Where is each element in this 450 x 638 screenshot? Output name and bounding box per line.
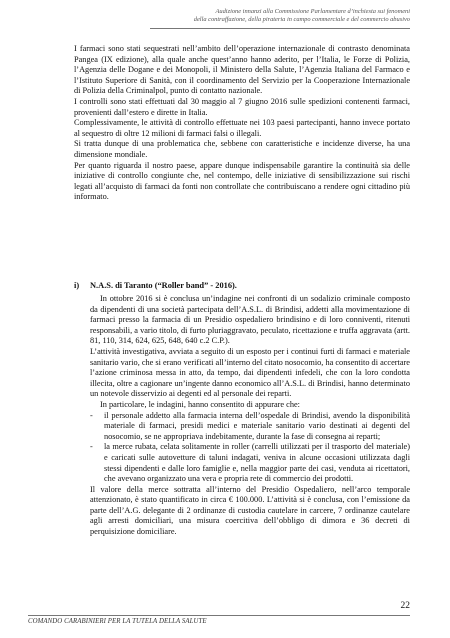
paragraph: Per quanto riguarda il nostro paese, appare dunque indispensabile garantire la continuità sia delle iniziative di controllo congiunte che, nel contempo, delle iniziative di sensibilizzazione sui rischi legati all’acquisto di farmaci da fonti non controllate che contribuiscano a rendere ogni cittadino più informato. xyxy=(74,160,410,202)
paragraph: In particolare, le indagini, hanno consentito di appurare che: xyxy=(100,399,300,409)
paragraph: Il valore della merce sottratta all’interno del Presidio Ospedaliero, nell’arco temporale attenzionato, è stato quantificato in circa € 100.000. L’attività si è conclusa, con l’emissione da parte dell’A.G. delegante di 2 ordinanze di custodia cautelare in carcere, 7 ordinanze cautelare agli arresti domiciliari, una misura coercitiva dell’obbligo di dimora e 36 decreti di perquisizione domiciliare. xyxy=(90,484,410,537)
list-item xyxy=(90,411,410,443)
footer-rule xyxy=(28,615,410,616)
section-title: N.A.S. di Taranto (“Roller band” - 2016). xyxy=(90,281,237,290)
intro-text xyxy=(74,44,410,203)
paragraph: Complessivamente, le attività di controllo effettuate nei 103 paesi partecipanti, hanno invece portato al sequestro di oltre 12 milioni di farmaci falsi o illegali. xyxy=(74,118,410,138)
paragraph: I controlli sono stati effettuati dal 30 maggio al 7 giugno 2016 sulle spedizioni contenenti farmaci, provenienti dall’estero e dirette in Italia. xyxy=(74,96,410,117)
paragraph: Si tratta dunque di una problematica che, sebbene con caratteristiche e incidenze diverse, ha una dimensione mondiale. xyxy=(74,139,410,159)
bullet-dash: - xyxy=(90,410,93,420)
paragraph: I farmaci sono stati sequestrati nell’ambito dell’operazione internazionale di contrasto denominata Pangea (IX edizione), alla quale anche quest’anno hanno aderito, per l’Italia, le Forze di Polizia, l’Agenzia delle Dogane e dei Monopoli, il Ministero della Salute, l’Agenzia Italiana del Farmaco e l’Istituto Superiore di Sanità, con il coordinamento del Servizio per la Cooperazione Internazionale di Polizia della Criminalpol, punto di contatto nazionale. xyxy=(74,44,410,96)
header-rule xyxy=(150,28,410,29)
section-body xyxy=(90,294,410,538)
page-number: 22 xyxy=(400,601,410,611)
header-line-2: della contraffazione, della pirateria in campo commerciale e del commercio abusivo xyxy=(193,16,410,23)
paragraph: In ottobre 2016 si è conclusa un’indagine nei confronti di un sodalizio criminale composto da dipendenti di una società partecipata dell’A.S.L. di Brindisi, addetti alla movimentazione di farmaci presso la farmacia di un Presidio ospedaliero brindisino e di loro conniventi, ritenuti responsabili, a vario titolo, di furto pluriaggravato, peculato, ricettazione e truffa aggravata (artt. 81, 110, 314, 624, 625, 648, 640 c.2 C.P.). xyxy=(90,294,410,346)
paragraph: L’attività investigativa, avviata a seguito di un esposto per i continui furti di farmaci e materiale sanitario vario, che si erano verificati all’interno del citato nosocomio, ha consentito di accertare l’azione criminosa messa in atto, da tempo, dai dipendenti infedeli, che con la loro condotta illecita, oltre a cagionare un’ingente danno economico all’A.S.L. di Brindisi, hanno determinato un notevole disservizio ai degenti ed al personale dei reparti. xyxy=(90,346,410,399)
page-footer: COMANDO CARABINIERI PER LA TUTELA DELLA SALUTE xyxy=(28,618,207,625)
page-header xyxy=(150,8,410,24)
list-item-text: il personale addetto alla farmacia interna dell’ospedale di Brindisi, avendo la disponibilità materiale di farmaci, presidi medici e materiale sanitario vario destinati ai degenti del nosocomio, se ne appropriava indebitamente, durante la fase di consegna ai reparti; xyxy=(104,410,410,441)
bullet-dash: - xyxy=(90,442,93,452)
list-item xyxy=(90,442,410,484)
section-heading xyxy=(74,280,410,291)
header-line-1: Audizione innanzi alla Commissione Parlamentare d’inchiesta sui fenomeni xyxy=(215,8,410,15)
section-number: i) xyxy=(74,281,80,290)
list-item-text: la merce rubata, celata solitamente in roller (carrelli utilizzati per il trasporto del materiale) e caricati sulle autovetture di taluni indagati, veniva in alcune occasioni utilizzata dagli stessi dipendenti e dalle loro famiglie e, nella maggior parte dei casi, venduta ai ricettatori, che avevano organizzato una vera e propria rete di commercio dei prodotti. xyxy=(104,442,410,484)
